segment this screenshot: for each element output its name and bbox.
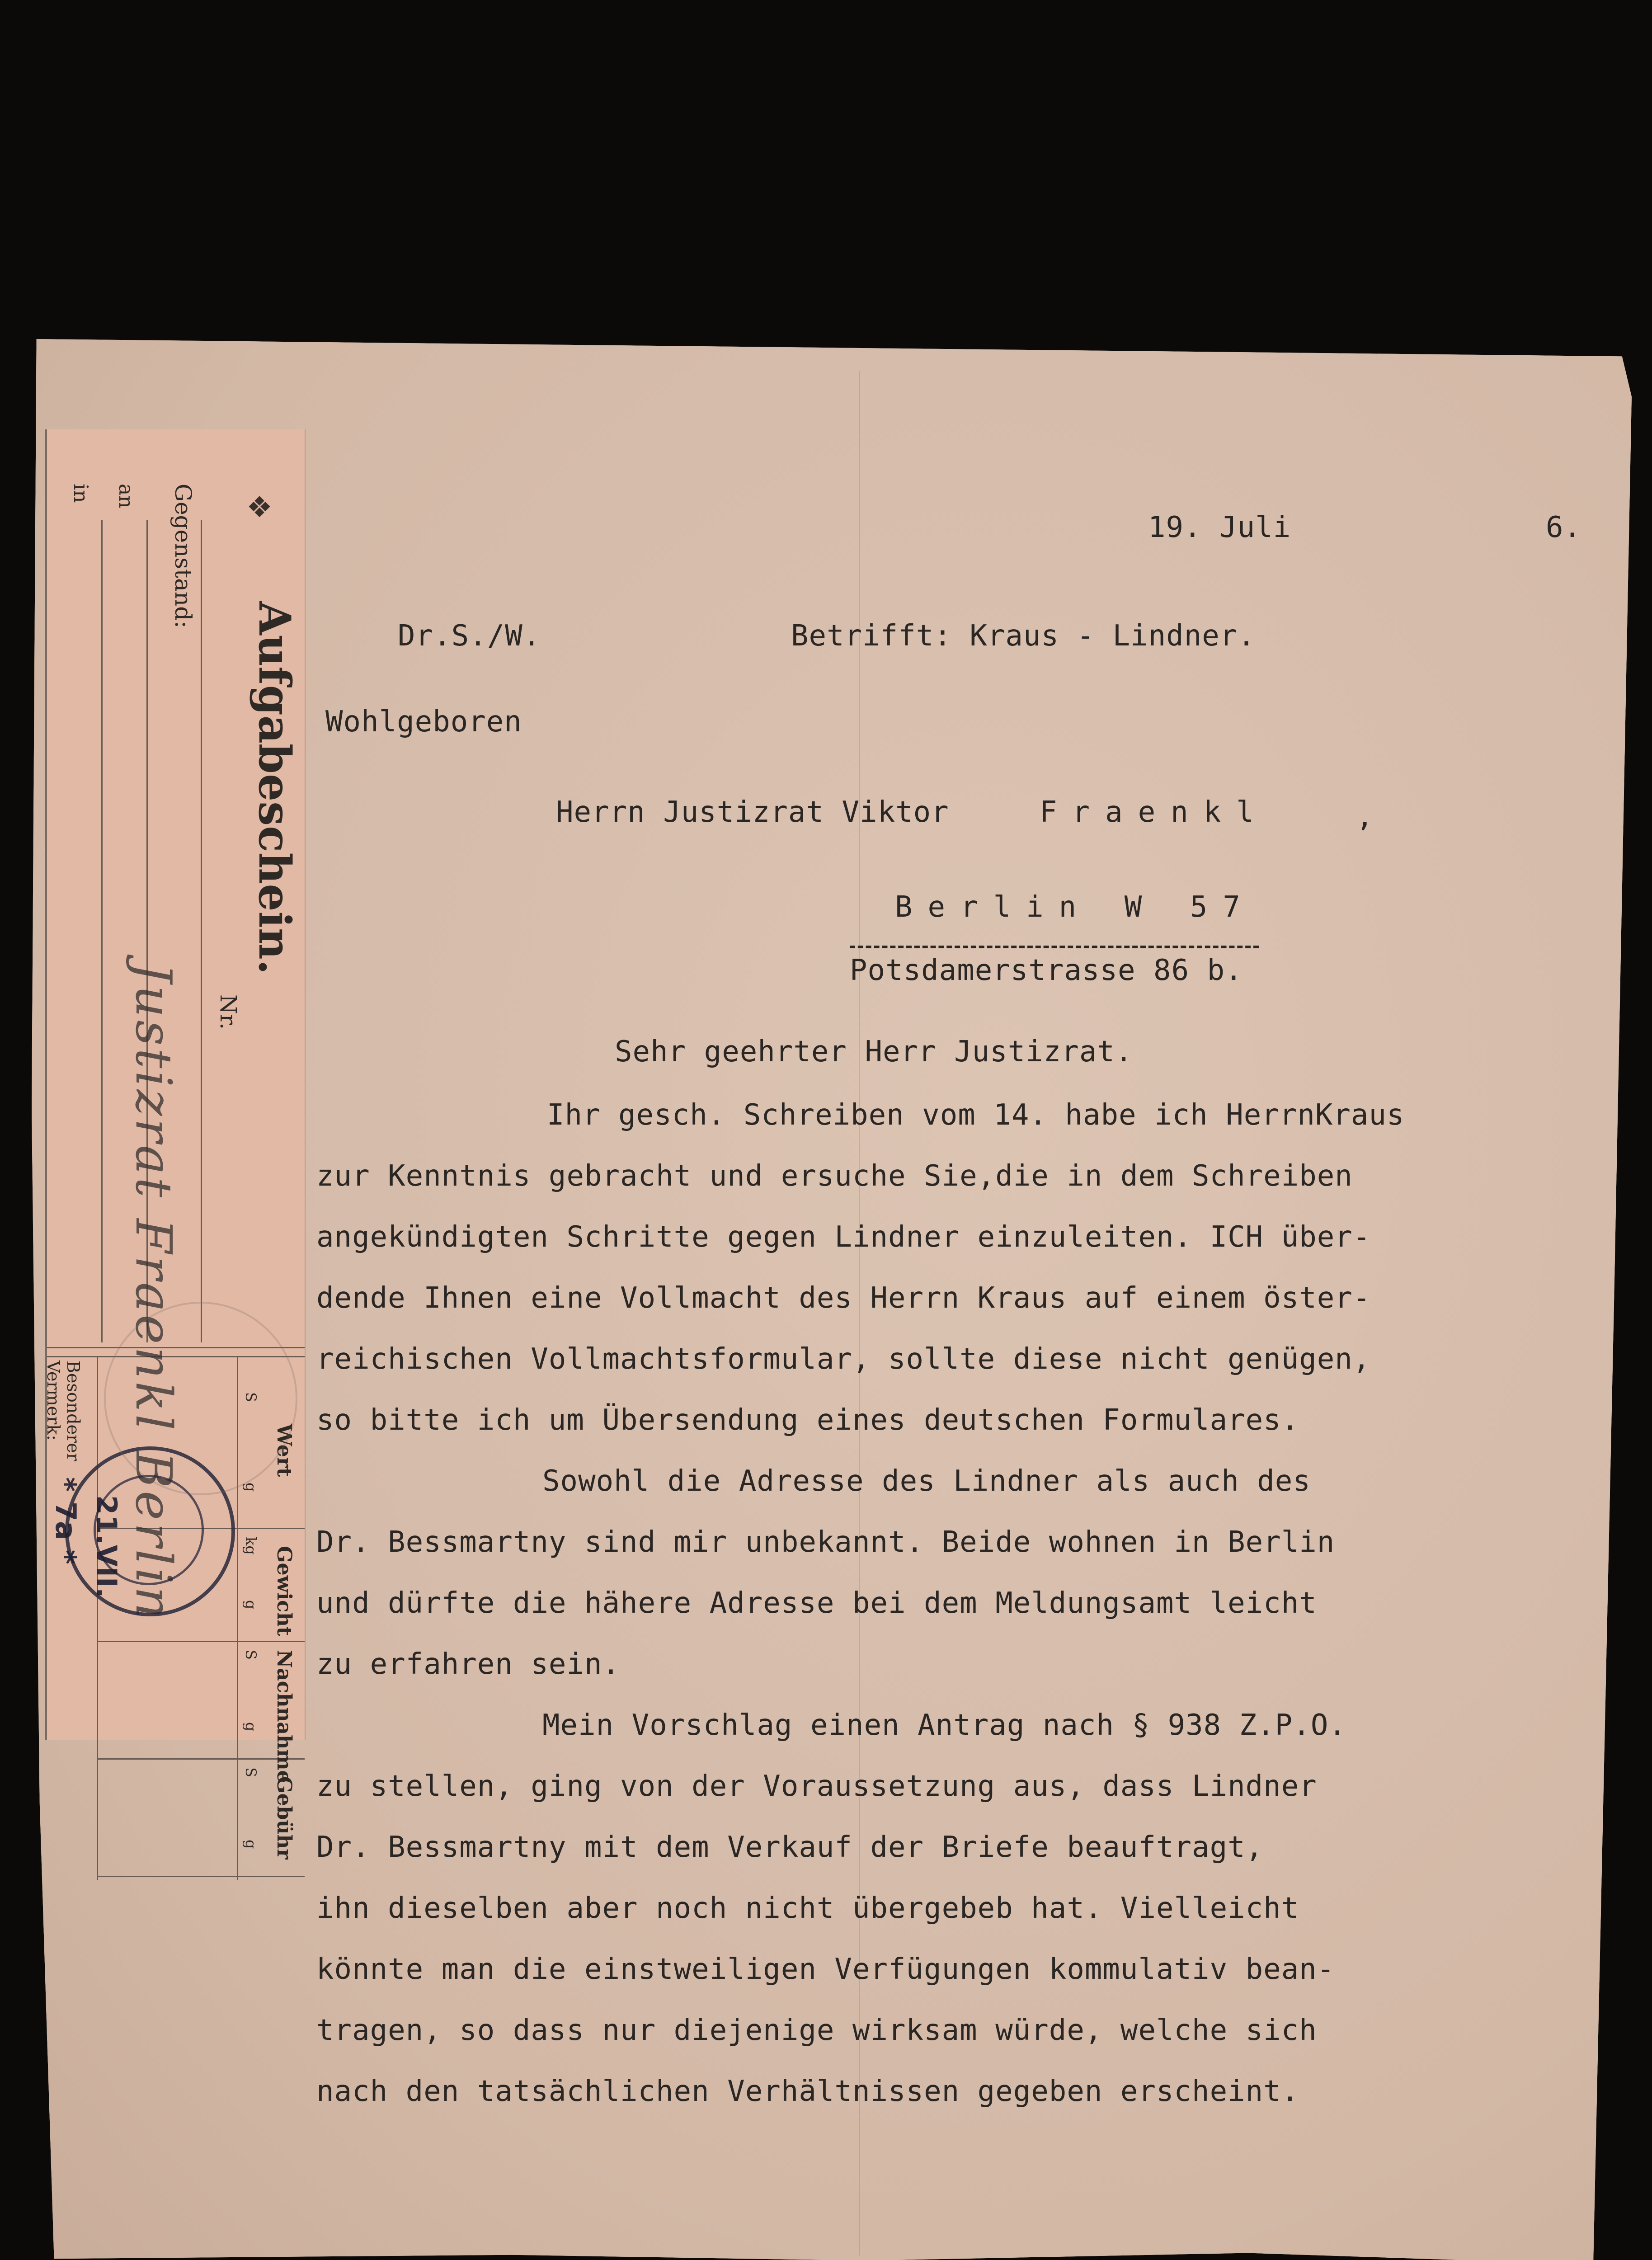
- body-line-5: reichischen Vollmachtsformular, sollte diese nicht genügen,: [316, 1342, 1371, 1376]
- body-line-11: Mein Vorschlag einen Antrag nach § 938 Z.P.O.: [542, 1709, 1346, 1742]
- body-line-12: zu stellen, ging von der Voraussetzung aus, dass Lindner: [316, 1770, 1317, 1803]
- receipt-in-label: in: [69, 484, 92, 503]
- page-number: 6.: [1546, 511, 1582, 544]
- faint-stamp-mark: [104, 1302, 297, 1495]
- body-line-3: angekündigten Schritte gegen Lindner einzuleiten. ICH über-: [316, 1220, 1371, 1254]
- letter-date: 19. Juli: [1148, 511, 1291, 544]
- unit-gebuehr-s: S: [242, 1767, 259, 1777]
- body-line-1: Ihr gesch. Schreiben vom 14. habe ich HerrnKraus: [547, 1098, 1405, 1132]
- body-line-2: zur Kenntnis gebracht und ersuche Sie,die in dem Schreiben: [316, 1159, 1353, 1193]
- body-line-10: zu erfahren sein.: [316, 1648, 621, 1681]
- unit-wert-s: S: [242, 1392, 259, 1402]
- unit-gewicht-g: g: [242, 1600, 259, 1610]
- recipient-name: Herrn Justizrat Viktor: [556, 796, 949, 829]
- recipient-comma: ,: [1356, 800, 1374, 833]
- receipt-nr-label: Nr.: [215, 994, 241, 1030]
- city-line: Berlin W 57: [895, 890, 1256, 924]
- postal-receipt: [43, 429, 306, 1860]
- column-gebuehr: Gebühr: [273, 1776, 296, 1860]
- column-gewicht: Gewicht: [273, 1546, 296, 1636]
- subject-line: Betrifft: Kraus - Lindner.: [791, 619, 1256, 653]
- postmark-code: * 7a *: [49, 1477, 82, 1564]
- body-line-6: so bitte ich um Übersendung eines deutschen Formulares.: [316, 1403, 1299, 1437]
- body-line-14: ihn dieselben aber noch nicht übergebeb hat. Vielleicht: [316, 1892, 1299, 1925]
- recipient-surname: Fraenkl: [1040, 796, 1269, 829]
- unit-nachnahme-g: g: [242, 1722, 259, 1732]
- unit-wert-g: g: [242, 1483, 259, 1492]
- body-line-4: dende Ihnen eine Vollmacht des Herrn Kraus auf einem öster-: [316, 1281, 1371, 1315]
- column-wert: Wert: [273, 1424, 296, 1477]
- unit-nachnahme-s: S: [242, 1650, 259, 1660]
- postmark-date: 21.VII.: [90, 1495, 123, 1598]
- body-line-16: tragen, so dass nur diejenige wirksam würde, welche sich: [316, 2014, 1317, 2047]
- greeting: Sehr geehrter Herr Justizrat.: [615, 1035, 1133, 1069]
- unit-gewicht-kg: kg: [242, 1537, 259, 1555]
- receipt-subject-label: Gegenstand:: [170, 484, 196, 628]
- body-line-8: Dr. Bessmartny sind mir unbekannt. Beide wohnen in Berlin: [316, 1526, 1335, 1559]
- unit-gebuehr-g: g: [242, 1840, 259, 1849]
- address-underline: [850, 946, 1259, 948]
- body-line-9: und dürfte die hähere Adresse bei dem Meldungsamt leicht: [316, 1587, 1317, 1620]
- street-line: Potsdamerstrasse 86 b.: [850, 954, 1243, 987]
- body-line-13: Dr. Bessmartny mit dem Verkauf der Briefe beauftragt,: [316, 1831, 1264, 1864]
- body-line-15: könnte man die einstweiligen Verfügungen kommulativ bean-: [316, 1953, 1335, 1986]
- body-line-7: Sowohl die Adresse des Lindner als auch des: [542, 1464, 1311, 1498]
- receipt-title: Aufgabeschein.: [249, 601, 300, 975]
- column-nachnahme: Nachnahme: [273, 1650, 296, 1783]
- body-line-17: nach den tatsächlichen Verhältnissen gegeben erscheint.: [316, 2075, 1299, 2108]
- salutation-prefix: Wohlgeboren: [325, 705, 522, 739]
- remarks-label: Besonderer Vermerk:: [43, 1361, 83, 1461]
- receipt-to-label: an: [114, 484, 137, 508]
- reference-code: Dr.S./W.: [398, 619, 541, 653]
- handwritten-address: Justizrat Fraenkl Berlin: [125, 963, 183, 1622]
- eagle-emblem-icon: ❖: [248, 482, 271, 526]
